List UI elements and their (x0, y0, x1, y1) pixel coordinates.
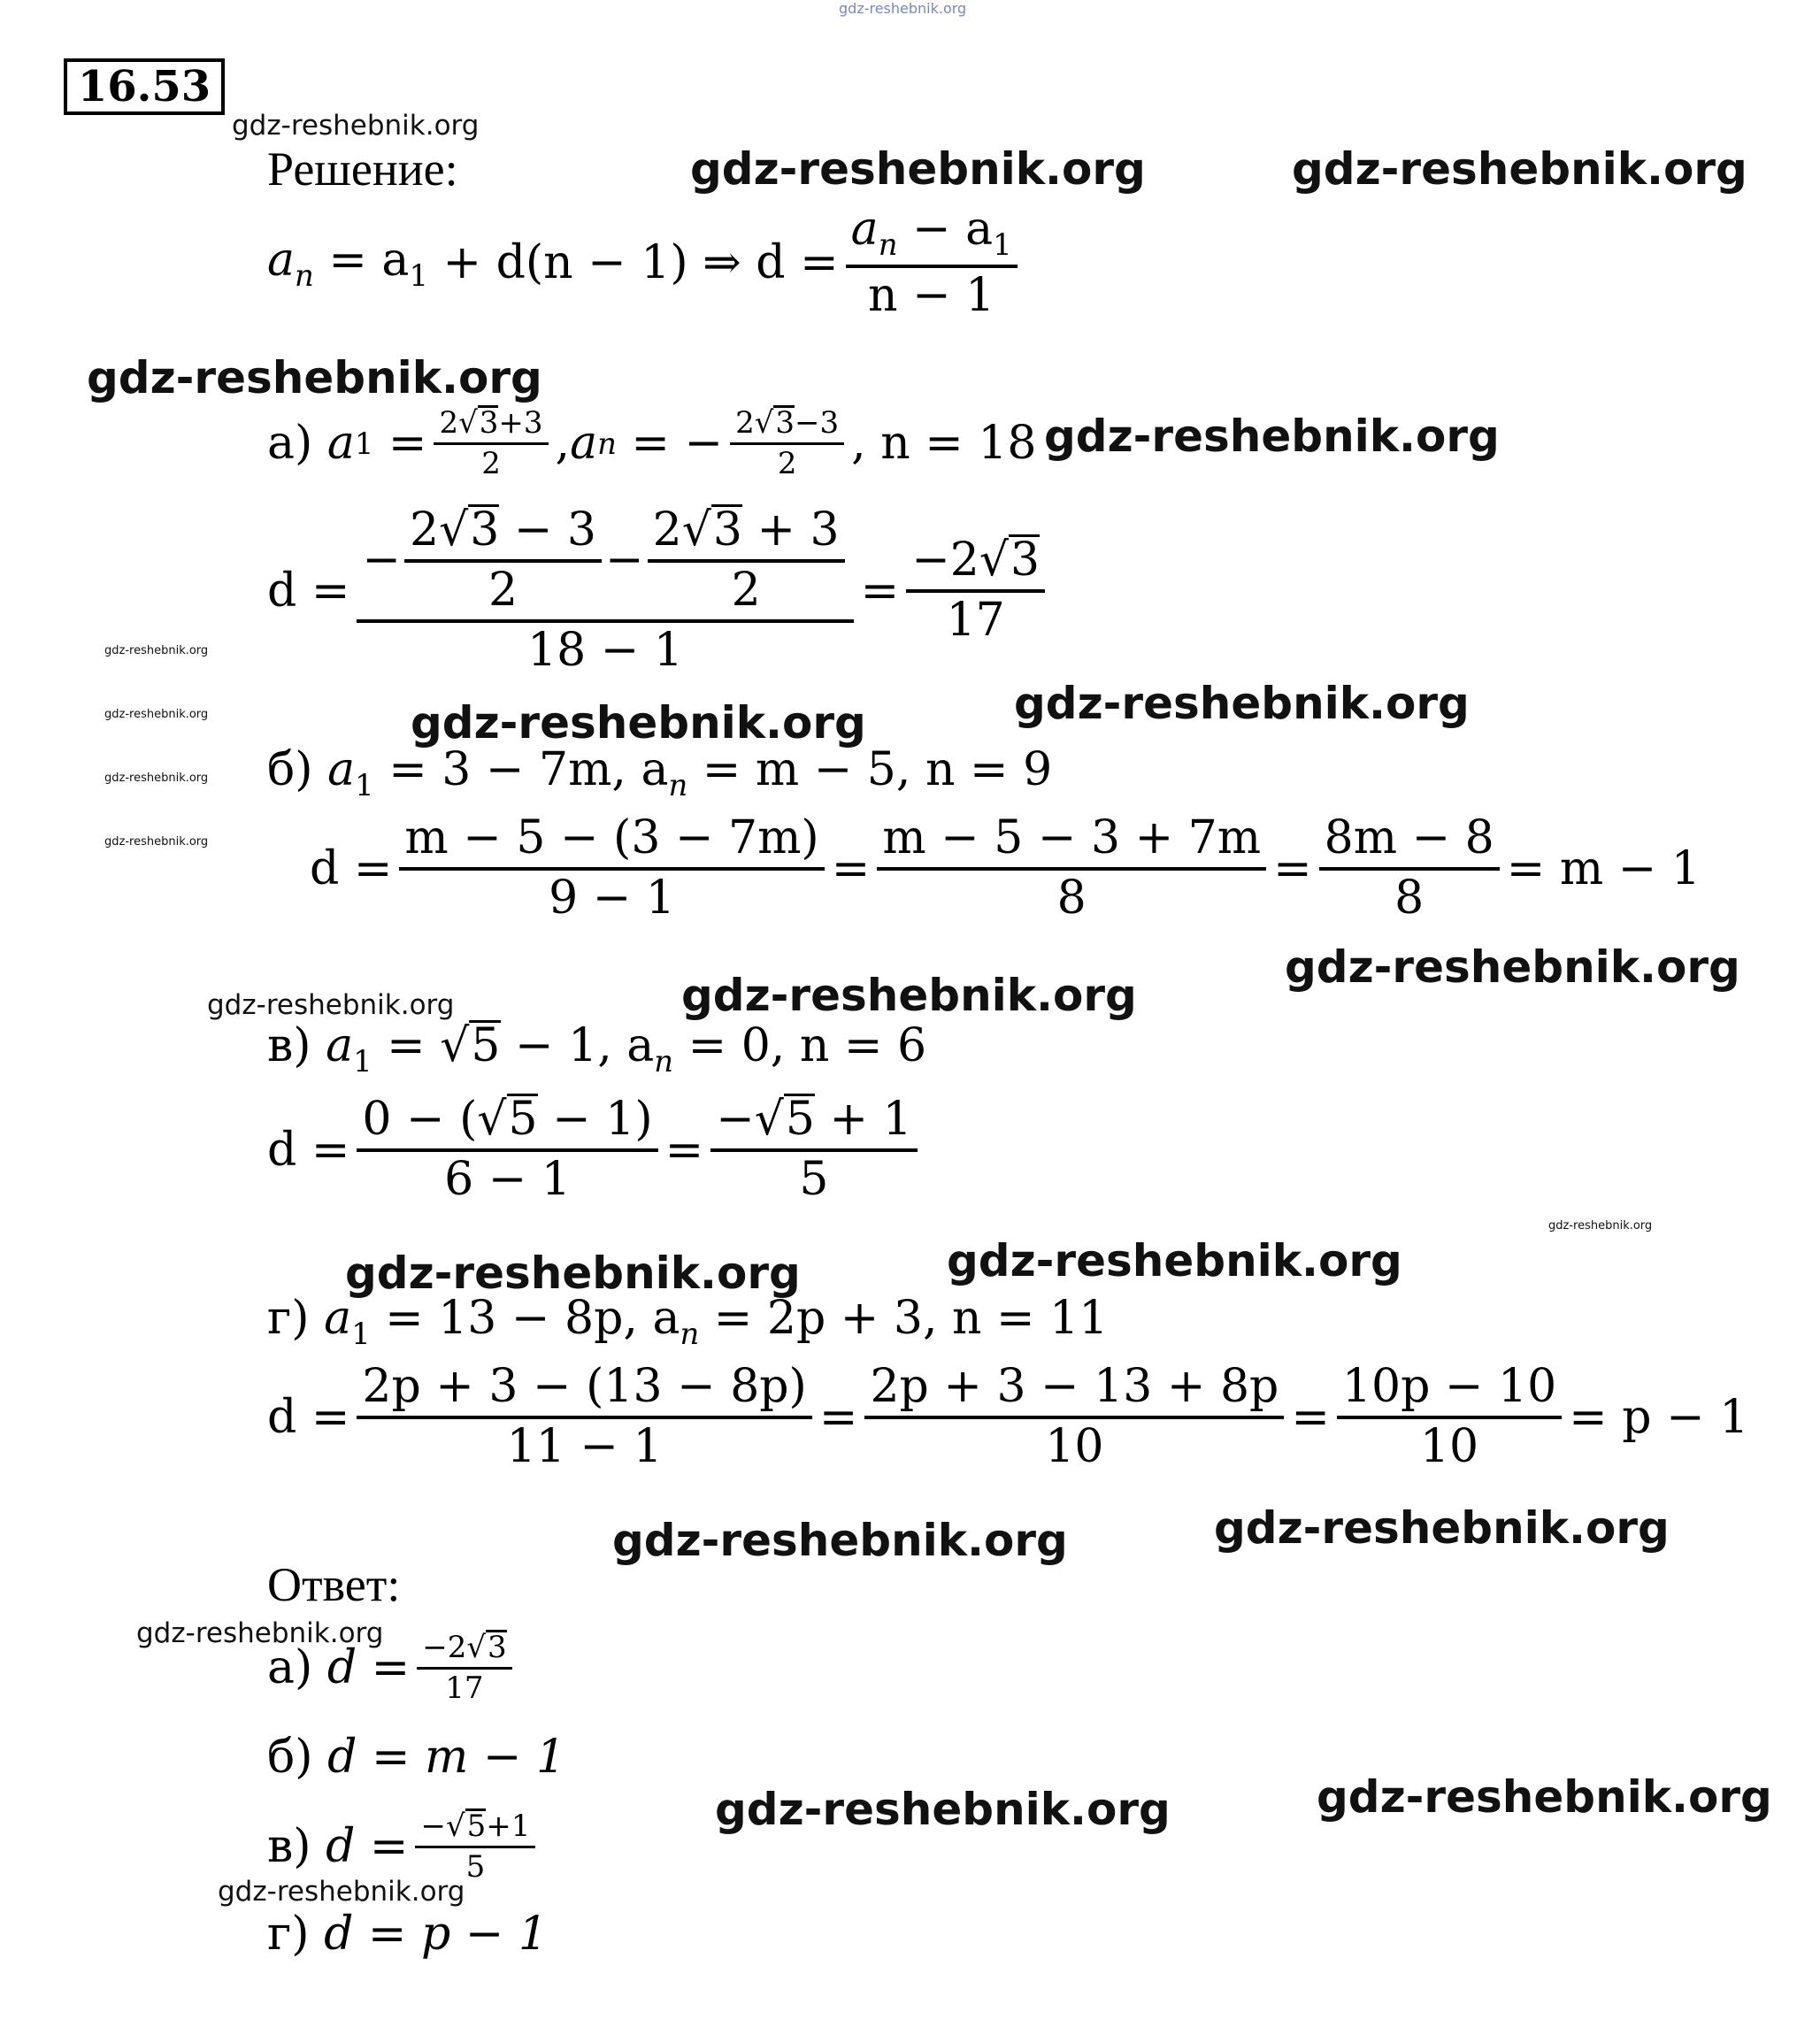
answer-a: а) d = $\frac{-2√3}{17}$ (267, 1630, 519, 1706)
part-b-d: d = $\frac{m - 5 - (3 - 7m)}{9 - 1}$ = $\frac{m - 5 - 3 + 7m}{8}$ = $\frac{8m - 8}{8}$ = m − 1 (310, 811, 1701, 925)
solution-heading: Решение: (267, 142, 458, 196)
answer-heading: Ответ: (267, 1558, 401, 1611)
formula-fraction: $\frac{a_n - a_1}{n - 1}$ (846, 204, 1018, 322)
watermark: gdz-reshebnik.org (1548, 1219, 1653, 1233)
watermark: gdz-reshebnik.org (715, 1784, 1171, 1835)
watermark-top: gdz-reshebnik.org (839, 0, 967, 17)
answer-v: в) d = $\frac{-√5+1}{5}$ (267, 1808, 542, 1885)
watermark: gdz-reshebnik.org (411, 697, 866, 749)
part-a-result-fraction: $\frac{-2√3}{17}$ (906, 534, 1045, 648)
watermark: gdz-reshebnik.org (1014, 678, 1470, 729)
watermark: gdz-reshebnik.org (104, 708, 209, 721)
answer-g: г) d = p − 1 (267, 1908, 548, 1961)
watermark: gdz-reshebnik.org (1044, 411, 1500, 462)
watermark: gdz-reshebnik.org (104, 835, 209, 849)
part-g-given: г) $a_1 = 13 - 8p$, $a_n = 2p + 3$, n = 11 (267, 1292, 1109, 1351)
watermark: gdz-reshebnik.org (690, 143, 1146, 195)
watermark: gdz-reshebnik.org (681, 970, 1137, 1021)
part-v-d: d = $\frac{0 - (√5 - 1)}{6 - 1}$ = $\frac{-√5 + 1}{5}$ (267, 1094, 925, 1207)
watermark: gdz-reshebnik.org (232, 110, 480, 142)
watermark: gdz-reshebnik.org (207, 989, 455, 1021)
general-formula: $a_n$ = $a_1$ + d(n − 1) ⇒ d = $\frac{a_n - a_1}{n - 1}$ (267, 204, 1025, 322)
watermark: gdz-reshebnik.org (1214, 1502, 1670, 1554)
watermark: gdz-reshebnik.org (1317, 1771, 1772, 1823)
part-g-d: d = $\frac{2p + 3 - (13 - 8p)}{11 - 1}$ = $\frac{2p + 3 - 13 + 8p}{10}$ = $\frac{10p - 10}{10}$ = p − 1 (267, 1360, 1749, 1473)
part-a-a1-fraction: $\frac{2√3+3}{2}$ (434, 405, 548, 481)
watermark: gdz-reshebnik.org (1292, 143, 1747, 195)
part-b-given: б) $a_1 = 3 - 7m$, $a_n = m - 5$, n = 9 (267, 743, 1053, 802)
part-a-an-fraction: $\frac{2√3-3}{2}$ (730, 405, 844, 481)
formula-lhs: a (267, 233, 296, 287)
part-v-given: в) $a_1 = √5 - 1$, $a_n = 0$, n = 6 (267, 1019, 927, 1079)
part-a-given: а) a 1 = $\frac{2√3+3}{2}$ , a n = − $\frac{2√3-3}{2}$ , n = 18 (267, 405, 1037, 482)
watermark: gdz-reshebnik.org (104, 772, 209, 785)
watermark: gdz-reshebnik.org (345, 1248, 801, 1299)
part-a-d: d = − $\frac{2√3 - 3}{2}$ − $\frac{2√3 + 3}{2}$ 18 − 1 = $\frac{-2√3}{17}$ (267, 504, 1052, 677)
watermark: gdz-reshebnik.org (1285, 941, 1740, 993)
watermark: gdz-reshebnik.org (136, 1617, 384, 1649)
watermark: gdz-reshebnik.org (104, 644, 209, 657)
answer-b: б) d = m − 1 (267, 1731, 566, 1784)
watermark: gdz-reshebnik.org (218, 1876, 465, 1908)
formula-rest: + d(n − 1) ⇒ d = (442, 236, 839, 290)
problem-number: 16.53 (64, 58, 225, 115)
watermark: gdz-reshebnik.org (612, 1515, 1068, 1566)
part-a-big-fraction: − $\frac{2√3 - 3}{2}$ − $\frac{2√3 + 3}{2}$ 18 − 1 (357, 504, 853, 677)
watermark: gdz-reshebnik.org (87, 352, 542, 403)
watermark: gdz-reshebnik.org (947, 1235, 1402, 1286)
